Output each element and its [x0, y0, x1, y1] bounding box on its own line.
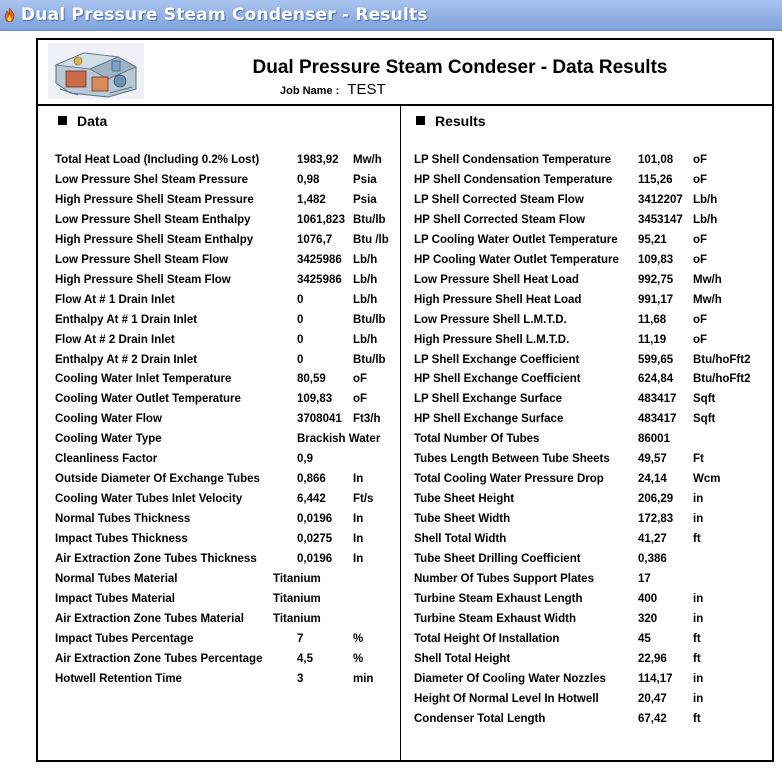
data-row [55, 493, 395, 513]
data-row [55, 194, 395, 214]
data-row-label: Low Pressure Shel Steam Pressure [55, 173, 249, 186]
result-row-unit: Sqft [693, 393, 716, 406]
result-row [414, 373, 770, 393]
data-row-unit: Btu /lb [353, 233, 389, 246]
data-row-label: Hotwell Retention Time [55, 672, 182, 685]
results-report [36, 38, 774, 762]
data-row-label: Enthalpy At # 1 Drain Inlet [55, 313, 198, 326]
data-row-value: 1,482 [297, 193, 326, 206]
result-row-unit: in [693, 672, 704, 685]
data-row [55, 294, 395, 314]
data-row-value: Titanium [273, 592, 321, 605]
result-row [414, 613, 770, 633]
result-row-value: 3412207 [638, 193, 683, 206]
square-bullet-icon [58, 116, 67, 125]
flame-app-icon [3, 8, 16, 22]
result-row-value: 483417 [638, 413, 677, 426]
result-row-unit: in [693, 692, 704, 705]
data-row-value: 0,98 [297, 173, 320, 186]
results-section-heading [416, 113, 486, 129]
data-row [55, 513, 395, 533]
result-row-label: Tubes Length Between Tube Sheets [414, 453, 610, 466]
data-row-value: 4,5 [297, 652, 313, 665]
result-row [414, 393, 770, 413]
data-row [55, 653, 395, 673]
result-row-value: 599,65 [638, 353, 674, 366]
result-row-label: Turbine Steam Exhaust Length [414, 592, 583, 605]
data-row-unit: Btu/lb [353, 313, 386, 326]
data-row-value: 0 [297, 333, 304, 346]
data-row [55, 573, 395, 593]
result-row-value: 45 [638, 632, 651, 645]
result-row-value: 3453147 [638, 213, 683, 226]
result-row-unit: oF [693, 173, 708, 186]
result-row-value: 22,96 [638, 652, 667, 665]
result-row-value: 101,08 [638, 154, 674, 166]
data-row [55, 334, 395, 354]
result-row [414, 314, 770, 334]
result-row-unit: Mw/h [693, 293, 722, 306]
data-row-unit: Ft3/h [353, 413, 381, 426]
data-row-value: 3708041 [297, 413, 342, 426]
data-row [55, 174, 395, 194]
result-row-unit: in [693, 612, 704, 625]
data-row-label: Impact Tubes Percentage [55, 632, 194, 645]
data-row-label: Normal Tubes Thickness [55, 513, 191, 526]
column-divider [400, 104, 401, 762]
result-row [414, 533, 770, 553]
result-row [414, 573, 770, 593]
result-row-value: 624,84 [638, 373, 674, 386]
data-row [55, 274, 395, 294]
data-row-unit: Btu/lb [353, 213, 386, 226]
data-row-label: Cooling Water Flow [55, 413, 162, 426]
data-row-label: Flow At # 1 Drain Inlet [55, 293, 175, 306]
result-row-value: 49,57 [638, 453, 667, 466]
result-row-unit: Sqft [693, 413, 716, 426]
data-row-value: 0 [297, 313, 304, 326]
data-row-value: 6,442 [297, 493, 326, 506]
data-row [55, 673, 395, 693]
data-row [55, 553, 395, 573]
data-row-label: Normal Tubes Material [55, 572, 178, 585]
data-row-label: Cooling Water Type [55, 433, 162, 446]
result-row-unit: ft [693, 652, 701, 665]
result-row [414, 214, 770, 234]
data-row-value: 1076,7 [297, 233, 333, 246]
result-row [414, 294, 770, 314]
data-row-unit: oF [353, 393, 368, 406]
result-row-value: 206,29 [638, 493, 674, 506]
data-row-label: Low Pressure Shell Steam Flow [55, 253, 229, 266]
data-row-value: 3425986 [297, 253, 342, 266]
data-row-label: Air Extraction Zone Tubes Thickness [55, 553, 257, 565]
data-row-label: Flow At # 2 Drain Inlet [55, 333, 175, 346]
result-row-unit: oF [693, 313, 708, 326]
result-row-unit: in [693, 513, 704, 526]
data-row [55, 373, 395, 393]
result-row [414, 174, 770, 194]
result-row [414, 413, 770, 433]
data-row [55, 354, 395, 374]
result-row-label: LP Shell Condensation Temperature [414, 154, 612, 166]
data-row-label: High Pressure Shell Steam Enthalpy [55, 233, 254, 246]
data-row-unit: % [353, 632, 364, 645]
result-row-value: 41,27 [638, 533, 667, 546]
result-row [414, 433, 770, 453]
result-row [414, 354, 770, 374]
data-row [55, 433, 395, 453]
result-row-unit: ft [693, 533, 701, 546]
data-row-value: 1061,823 [297, 213, 345, 226]
data-row-unit: % [353, 652, 364, 665]
result-row-unit: Btu/hoFft2 [693, 373, 751, 386]
data-row [55, 473, 395, 493]
result-row-unit: in [693, 493, 704, 506]
result-row-label: Shell Total Width [414, 533, 507, 546]
result-row-value: 86001 [638, 433, 670, 446]
result-row-value: 114,17 [638, 672, 673, 685]
result-row-value: 483417 [638, 393, 677, 406]
result-row-label: Low Pressure Shell Heat Load [414, 273, 579, 286]
result-row-unit: Lb/h [693, 213, 718, 226]
data-row-unit: In [353, 533, 364, 546]
result-row-label: HP Shell Corrected Steam Flow [414, 213, 586, 226]
data-row-value: 0 [297, 293, 304, 306]
data-row-label: Air Extraction Zone Tubes Percentage [55, 652, 263, 665]
data-row-unit: Lb/h [353, 273, 378, 286]
result-row-label: Total Height Of Installation [414, 632, 560, 645]
result-row-label: LP Shell Exchange Coefficient [414, 353, 580, 366]
result-row-label: Condenser Total Length [414, 712, 546, 725]
data-row-unit: Btu/lb [353, 353, 386, 366]
result-row [414, 653, 770, 673]
data-row [55, 453, 395, 473]
data-row-value: 3 [297, 672, 304, 685]
data-row [55, 613, 395, 633]
result-row [414, 553, 770, 573]
result-row-unit: oF [693, 154, 708, 166]
result-row-label: Total Cooling Water Pressure Drop [414, 473, 604, 486]
data-row-value: Titanium [273, 572, 321, 585]
data-row-unit: Lb/h [353, 253, 378, 266]
result-row [414, 673, 770, 693]
data-row-label: High Pressure Shell Steam Pressure [55, 193, 254, 206]
data-row-label: Cooling Water Inlet Temperature [55, 373, 232, 386]
data-row [55, 314, 395, 334]
result-row [414, 693, 770, 713]
data-row-label: Cooling Water Outlet Temperature [55, 393, 241, 406]
data-row-label: Cleanliness Factor [55, 453, 158, 466]
result-row [414, 493, 770, 513]
data-row-unit: oF [353, 373, 368, 386]
data-row [55, 254, 395, 274]
result-row-label: Low Pressure Shell L.M.T.D. [414, 313, 567, 326]
result-row-unit: Btu/hoFft2 [693, 353, 751, 366]
result-row-value: 992,75 [638, 273, 674, 286]
data-row-value: 80,59 [297, 373, 326, 386]
result-row-label: Tube Sheet Drilling Coefficient [414, 553, 581, 565]
result-row-label: Number Of Tubes Support Plates [414, 572, 594, 585]
data-row-unit: In [353, 513, 364, 526]
result-row-unit: oF [693, 233, 708, 246]
data-row-label: Outside Diameter Of Exchange Tubes [55, 473, 260, 486]
result-row [414, 633, 770, 653]
job-name-value: TEST [347, 81, 386, 98]
report-header [38, 40, 772, 106]
result-row-value: 172,83 [638, 513, 674, 526]
data-row-unit: Psia [353, 173, 377, 186]
result-row-unit: in [693, 592, 704, 605]
result-row [414, 274, 770, 294]
data-row [55, 633, 395, 653]
data-row-value: Brackish Water [297, 433, 381, 446]
result-row-value: 991,17 [638, 293, 674, 306]
data-row-unit: Lb/h [353, 333, 378, 346]
report-title: Dual Pressure Steam Condeser - Data Results [252, 57, 668, 78]
data-row-unit: min [353, 672, 374, 685]
result-row-unit: oF [693, 333, 708, 346]
data-row-unit: Lb/h [353, 293, 378, 306]
data-row-unit: In [353, 473, 364, 486]
result-row-label: Shell Total Height [414, 652, 511, 665]
result-row [414, 154, 770, 174]
data-row-unit: Psia [353, 193, 377, 206]
result-row-value: 109,83 [638, 253, 674, 266]
result-row-label: LP Shell Corrected Steam Flow [414, 193, 584, 206]
data-row-value: 0,9 [297, 453, 313, 466]
data-row-label: Total Heat Load (Including 0.2% Lost) [55, 154, 260, 166]
data-row-value: 0 [297, 353, 304, 366]
data-row-label: Enthalpy At # 2 Drain Inlet [55, 353, 198, 366]
result-row-value: 0,386 [638, 553, 667, 565]
data-row-value: 0,866 [297, 473, 326, 486]
result-row-value: 95,21 [638, 233, 667, 246]
result-row-label: Height Of Normal Level In Hotwell [414, 692, 599, 705]
result-row [414, 334, 770, 354]
result-row-label: High Pressure Shell Heat Load [414, 293, 582, 306]
result-row-label: Total Number Of Tubes [414, 433, 540, 446]
result-row-unit: ft [693, 632, 701, 645]
result-row [414, 254, 770, 274]
data-row-value: 0,0275 [297, 533, 333, 546]
result-row-value: 20,47 [638, 692, 667, 705]
result-row-unit: Ft [693, 453, 704, 466]
result-row [414, 513, 770, 533]
result-row-unit: Lb/h [693, 193, 718, 206]
result-row-label: LP Cooling Water Outlet Temperature [414, 233, 618, 246]
result-row-value: 11,68 [638, 313, 667, 326]
result-row-unit: Mw/h [693, 273, 722, 286]
job-name-label: Job Name : [280, 85, 340, 97]
data-row-label: Cooling Water Tubes Inlet Velocity [55, 493, 243, 506]
data-row-value: 0,0196 [297, 513, 333, 526]
data-row-label: High Pressure Shell Steam Flow [55, 273, 231, 286]
result-row [414, 234, 770, 254]
data-row-unit: In [353, 553, 364, 565]
result-row-label: Tube Sheet Height [414, 493, 515, 506]
result-row-label: LP Shell Exchange Surface [414, 393, 563, 406]
result-row-unit: Wcm [693, 473, 721, 486]
square-bullet-icon [416, 116, 425, 125]
result-row-unit: ft [693, 712, 701, 725]
result-row [414, 194, 770, 214]
results-heading-text: Results [435, 113, 486, 129]
result-row-label: HP Cooling Water Outlet Temperature [414, 253, 619, 266]
data-section-heading [58, 113, 107, 129]
result-row [414, 713, 770, 733]
data-row [55, 234, 395, 254]
result-row-value: 11,19 [638, 333, 667, 346]
result-row-value: 115,26 [638, 173, 673, 186]
data-row [55, 593, 395, 613]
result-row-value: 24,14 [638, 473, 667, 486]
data-row-value: 7 [297, 632, 304, 645]
data-row-label: Impact Tubes Material [55, 592, 175, 605]
result-row [414, 593, 770, 613]
result-row-label: HP Shell Exchange Surface [414, 413, 564, 426]
data-row [55, 533, 395, 553]
window-titlebar[interactable] [0, 0, 782, 31]
result-row-label: HP Shell Exchange Coefficient [414, 373, 581, 386]
data-row [55, 154, 395, 174]
window-title: Dual Pressure Steam Condenser - Results [21, 5, 428, 25]
data-row-label: Low Pressure Shell Steam Enthalpy [55, 213, 251, 226]
data-row [55, 214, 395, 234]
result-row [414, 473, 770, 493]
data-row-unit: Ft/s [353, 493, 374, 506]
data-row-value: 0,0196 [297, 553, 333, 565]
result-row-label: Tube Sheet Width [414, 513, 511, 526]
result-row-label: Diameter Of Cooling Water Nozzles [414, 672, 606, 685]
result-row-value: 320 [638, 612, 658, 625]
data-row-value: 3425986 [297, 273, 342, 286]
data-row [55, 413, 395, 433]
data-row-label: Air Extraction Zone Tubes Material [55, 612, 244, 625]
data-row [55, 393, 395, 413]
data-row-unit: Mw/h [353, 154, 382, 166]
data-row-value: 109,83 [297, 393, 333, 406]
result-row-label: High Pressure Shell L.M.T.D. [414, 333, 570, 346]
result-row-label: Turbine Steam Exhaust Width [414, 612, 576, 625]
result-row [414, 453, 770, 473]
result-row-value: 67,42 [638, 712, 667, 725]
data-row-value: Titanium [273, 612, 321, 625]
data-row-label: Impact Tubes Thickness [55, 533, 188, 546]
result-row-value: 17 [638, 572, 651, 585]
data-heading-text: Data [77, 113, 108, 129]
result-row-value: 400 [638, 592, 658, 605]
result-row-unit: oF [693, 253, 708, 266]
result-row-label: HP Shell Condensation Temperature [414, 173, 613, 186]
data-row-value: 1983,92 [297, 154, 339, 166]
job-name [280, 81, 386, 99]
